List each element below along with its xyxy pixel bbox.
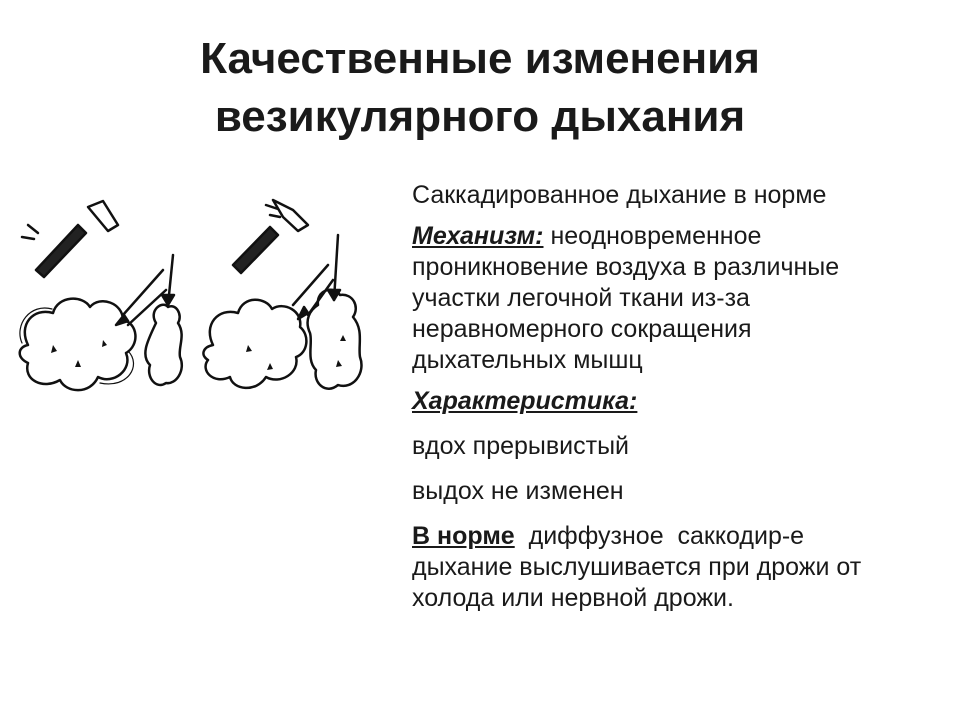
title-line-1: Качественные изменения (200, 34, 760, 83)
mechanism-paragraph (412, 221, 947, 376)
left-bronchus-tube (88, 201, 118, 231)
left-small-alveolus (145, 305, 181, 385)
right-tube-dark (233, 227, 278, 273)
title-line-2: везикулярного дыхания (214, 92, 746, 141)
mechanism-line-5: дыхательных мышц (412, 346, 643, 374)
norm-line-1: диффузное саккодир-е (514, 522, 805, 550)
norm-line-2: дыхание выслушивается при дрожи от (412, 553, 862, 581)
characteristic-paragraph (412, 386, 947, 417)
characteristic-item-inhale: вдох прерывистый (412, 432, 630, 460)
norm-label: В норме (412, 522, 515, 550)
characteristic-item-exhale: выдох не изменен (412, 477, 624, 505)
slide-title (60, 30, 900, 146)
right-large-alveolus (203, 300, 306, 388)
left-arrow-tick (22, 225, 38, 239)
mechanism-line-4: неравномерного сокращения (412, 315, 752, 343)
characteristic-label: Характеристика: (412, 387, 638, 415)
mechanism-label: Механизм: (412, 222, 544, 250)
norm-paragraph (412, 521, 947, 614)
lung-alveoli-drawing-icon (8, 195, 383, 465)
slide-body (412, 180, 947, 614)
mechanism-line-2: проникновение воздуха в различные (412, 253, 840, 281)
mechanism-line-3: участки легочной ткани из-за (412, 284, 750, 312)
left-tube-dark (36, 225, 86, 277)
mechanism-line-1: неодновременное (543, 222, 762, 250)
norm-line-3: холода или нервной дрожи. (412, 584, 734, 612)
subtitle: Саккадированное дыхание в норме (412, 181, 827, 209)
left-large-alveolus (20, 299, 136, 390)
